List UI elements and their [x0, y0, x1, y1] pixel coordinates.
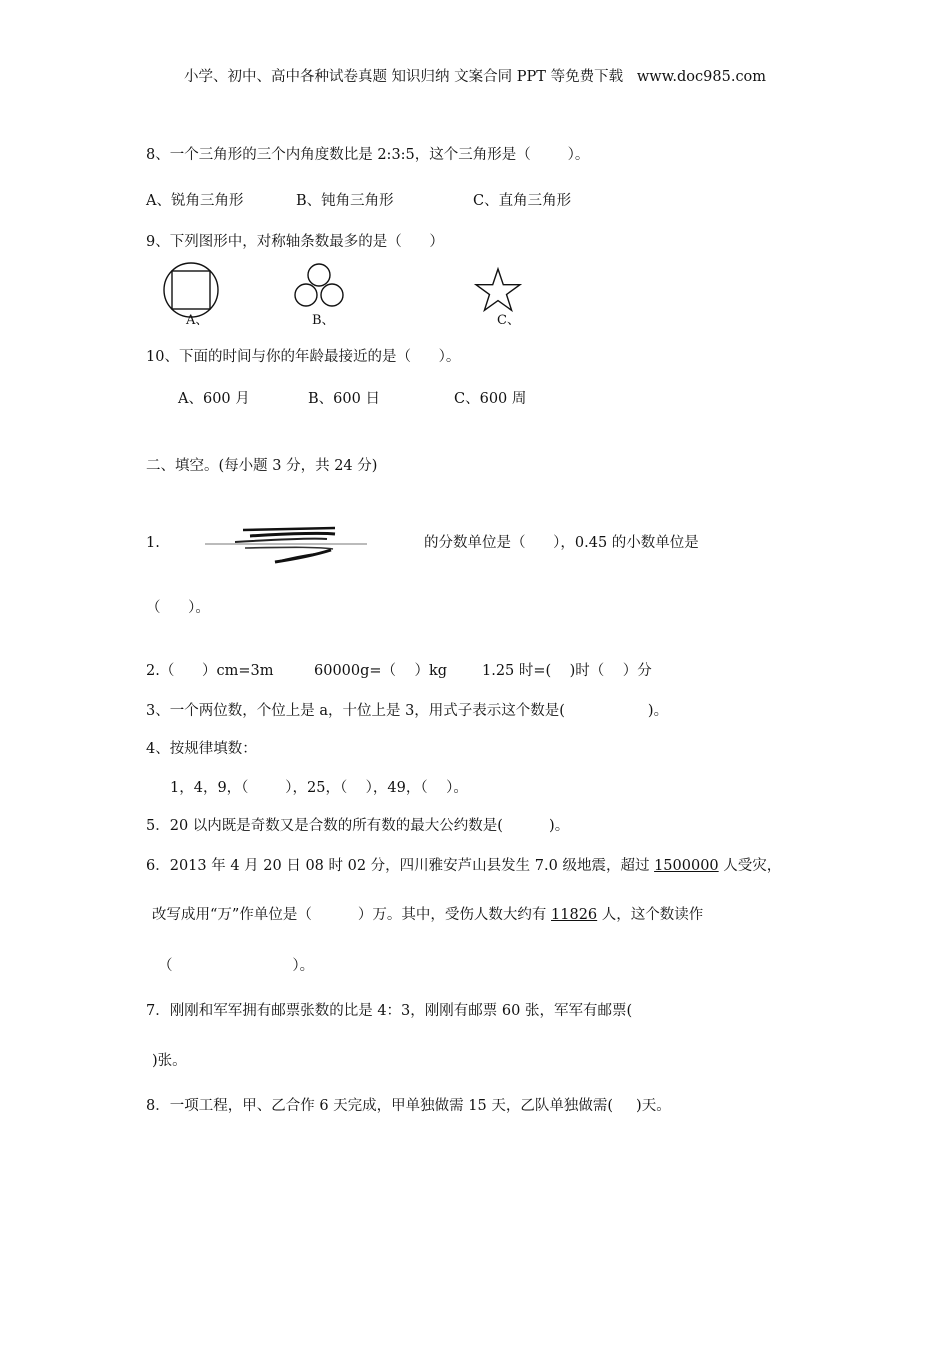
distorted-fraction-figure [205, 522, 367, 564]
fill-q4-text: 4、按规律填数： [146, 741, 257, 757]
q8-option-a: A、锐角三角形 [146, 193, 244, 209]
question-9-text: 9、下列图形中，对称轴条数最多的是（ ） [146, 234, 444, 250]
q6-injured-count: 11826 [551, 907, 598, 923]
fill-q1-continuation: （ ）。 [146, 600, 210, 616]
question-8-text: 8、一个三角形的三个内角度数比是 2:3:5，这个三角形是（ ）。 [146, 147, 590, 163]
fill-q6-line3: （ ）。 [158, 958, 315, 974]
fill-q7-line1: 7．刚刚和军军拥有邮票张数的比是 4：3，刚刚有邮票 60 张，军军有邮票( [146, 1003, 633, 1019]
q6-line1-pre: 6．2013 年 4 月 20 日 08 时 02 分，四川雅安芦山县发生 7.0 级地震，超过 [146, 858, 655, 874]
fill-q6-line1 [146, 858, 781, 875]
fill-q3-text: 3、一个两位数，个位上是 a，十位上是 3，用式子表示这个数是( )。 [146, 703, 669, 719]
q6-line2-pre: 改写成用“万”作单位是（ ）万。其中，受伤人数大约有 [152, 907, 552, 923]
fill-q4-sequence: 1，4，9，（ ），25，（ ），49，（ ）。 [170, 780, 468, 796]
q9-label-a: A、 [186, 313, 209, 328]
q6-affected-count: 1500000 [654, 858, 719, 874]
q10-option-a: A、600 月 [178, 391, 250, 407]
q6-line1-post: 人受灾， [718, 858, 782, 874]
fill-q1-number: 1. [146, 535, 160, 551]
q9-label-b: B、 [312, 313, 335, 328]
fill-q2-part-c: 1.25 时=( )时（ ）分 [482, 663, 652, 679]
q10-option-c: C、600 周 [454, 391, 527, 407]
three-circles-icon [293, 263, 345, 309]
q6-line2-post: 人，这个数读作 [597, 907, 704, 923]
five-pointed-star-icon [474, 268, 522, 312]
section-2-title: 二、填空。(每小题 3 分，共 24 分) [146, 458, 378, 474]
fill-q2-part-a: 2.（ ）cm=3m [146, 663, 274, 679]
question-10-text: 10、下面的时间与你的年龄最接近的是（ ）。 [146, 349, 461, 365]
circle-with-inscribed-square-icon [163, 262, 219, 318]
page-header: 小学、初中、高中各种试卷真题 知识归纳 文案合同 PPT 等免费下载 www.doc985.com [183, 69, 767, 85]
q8-option-c: C、直角三角形 [473, 193, 572, 209]
q9-label-c: C、 [497, 313, 520, 328]
fill-q2-part-b: 60000g=（ ）kg [314, 663, 448, 679]
fill-q8-text: 8．一项工程，甲、乙合作 6 天完成，甲单独做需 15 天，乙队单独做需( )天。 [146, 1098, 671, 1114]
fill-q1-text: 的分数单位是（ ），0.45 的小数单位是 [424, 535, 699, 551]
fill-q5-text: 5．20 以内既是奇数又是合数的所有数的最大公约数是( )。 [146, 818, 570, 834]
q10-option-b: B、600 日 [308, 391, 380, 407]
q8-option-b: B、钝角三角形 [296, 193, 394, 209]
fill-q7-line2: )张。 [152, 1053, 187, 1069]
fill-q6-line2 [152, 907, 703, 924]
